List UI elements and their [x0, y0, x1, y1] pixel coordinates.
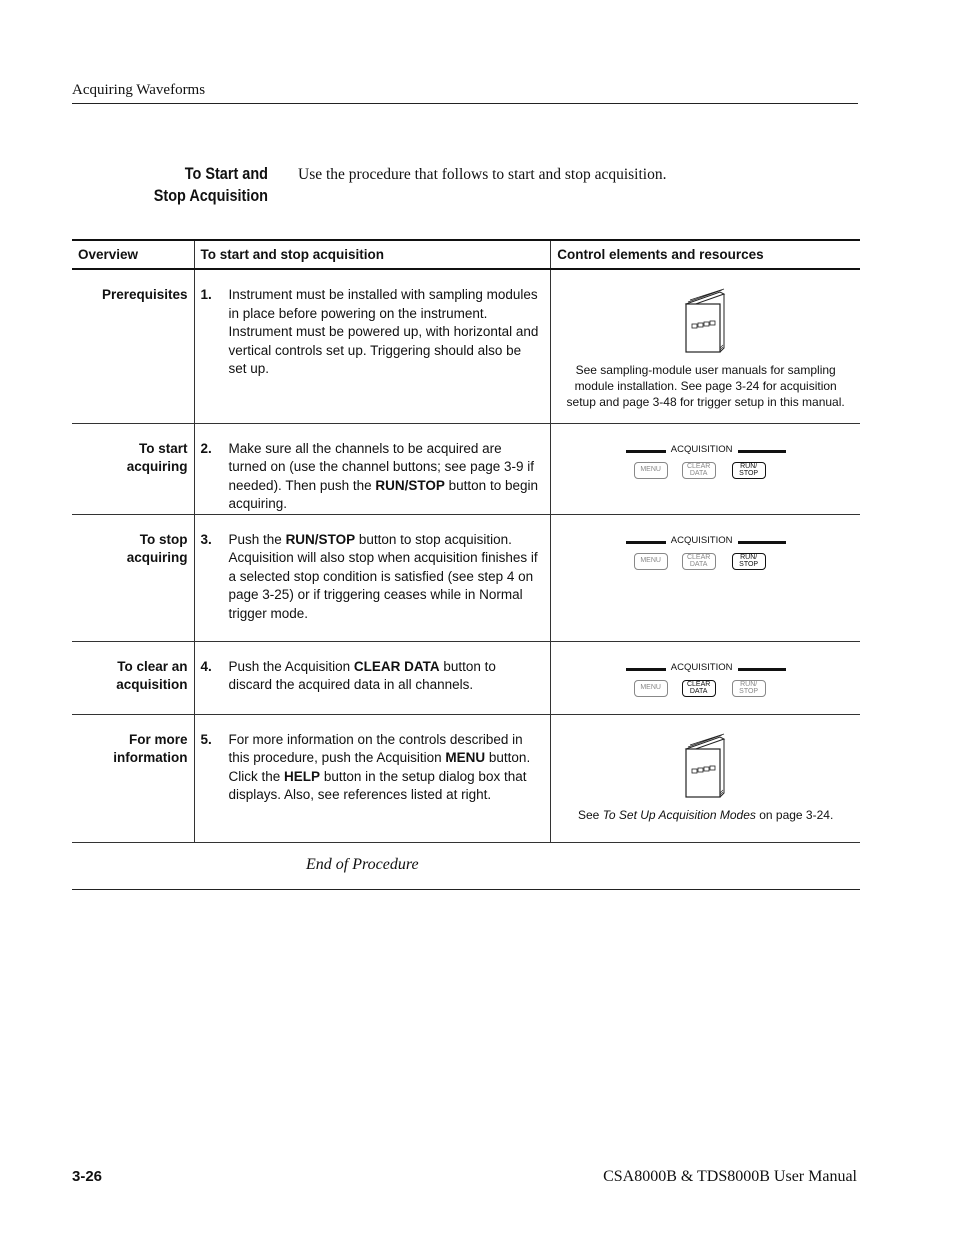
step-text: Push the RUN/STOP button to stop acquisition. Acquisition will also stop when acquisition finishes if a selected stop condition is satisfied (see step 4 on page 3-25) or if triggering ceases while in Normal trigger mode.: [228, 531, 538, 621]
acquisition-panel: [626, 444, 786, 488]
step-number: 1.: [200, 287, 212, 302]
header-rule: [72, 103, 858, 104]
table-row: [72, 514, 860, 641]
running-head: Acquiring Waveforms: [72, 82, 206, 98]
overview-cell: [72, 714, 194, 842]
overview-label: To start: [139, 440, 188, 456]
column-header-procedure: To start and stop acquisition: [194, 240, 551, 269]
menu-button: MENU: [634, 462, 668, 479]
acquisition-label: ACQUISITION: [666, 662, 738, 673]
step-text: Instrument must be installed with sampling modules in place before powering on the instrument. Instrument must be powered up, with horizontal and vertical controls set up. Triggering should also be set up.: [228, 287, 539, 376]
run-stop-button: RUN/ STOP: [732, 462, 766, 479]
acquisition-panel: [626, 535, 786, 579]
overview-label: To stop: [139, 531, 188, 547]
run-stop-button: RUN/ STOP: [732, 680, 766, 697]
section-title: [125, 163, 268, 207]
step-number: 3.: [200, 531, 212, 547]
resource-cell: [551, 714, 860, 842]
resource-cell: [551, 641, 860, 714]
manual-book-icon: [676, 288, 736, 358]
overview-cell: [72, 269, 194, 423]
clear-data-button: CLEAR DATA: [682, 553, 716, 570]
step-cell: [194, 269, 551, 423]
intro-text: Use the procedure that follows to start and stop acquisition.: [298, 166, 667, 183]
acquisition-panel: [626, 662, 786, 706]
overview-label: acquiring: [126, 549, 188, 565]
overview-label: information: [113, 749, 188, 765]
column-header-resources: Control elements and resources: [551, 240, 860, 269]
overview-label: Prerequisites: [101, 287, 188, 302]
resource-cell: [551, 423, 860, 514]
table-row: [72, 714, 860, 842]
page-number: 3-26: [72, 1168, 103, 1185]
table-row: [72, 423, 860, 514]
table-row: [72, 269, 860, 423]
end-rule: [72, 889, 860, 890]
resource-cell: [551, 514, 860, 641]
step-cell: [194, 514, 551, 641]
resource-caption: See To Set Up Acquisition Modes on page 3-24.: [578, 807, 834, 822]
acquisition-label: ACQUISITION: [666, 444, 738, 455]
step-cell: [194, 714, 551, 842]
section-title-line2: Stop Acquisition: [153, 186, 268, 205]
table-row: [72, 641, 860, 714]
resource-cell: [551, 269, 860, 423]
step-cell: [194, 423, 551, 514]
step-text: Push the Acquisition CLEAR DATA button to discard the acquired data in all channels.: [228, 658, 496, 692]
step-text: For more information on the controls described in this procedure, push the Acquisition MENU button. Click the HELP button in the setup dialog box that displays. Also, see references listed at right.: [228, 731, 531, 802]
menu-button: MENU: [634, 680, 668, 697]
overview-label: acquisition: [116, 676, 188, 692]
end-of-procedure: End of Procedure: [306, 856, 419, 873]
overview-cell: [72, 641, 194, 714]
step-number: 2.: [200, 440, 212, 456]
manual-book-icon: [676, 733, 736, 803]
step-number: 4.: [200, 658, 212, 674]
menu-button: MENU: [634, 553, 668, 570]
step-cell: [194, 641, 551, 714]
overview-label: For more: [129, 731, 188, 747]
overview-label: To clear an: [117, 658, 188, 674]
procedure-table: [72, 239, 860, 843]
clear-data-button: CLEAR DATA: [682, 462, 716, 479]
section-title-line1: To Start and: [184, 164, 268, 183]
manual-title: CSA8000B & TDS8000B User Manual: [603, 1168, 857, 1185]
run-stop-button: RUN/ STOP: [732, 553, 766, 570]
overview-cell: [72, 514, 194, 641]
column-header-overview: Overview: [72, 240, 194, 269]
step-number: 5.: [200, 731, 212, 747]
step-text: Make sure all the channels to be acquired are turned on (use the channel buttons; see page 3-9 if needed). Then push the RUN/STOP button to begin acquiring.: [228, 440, 538, 511]
resource-caption: See sampling-module user manuals for sampling module installation. See page 3-24 for acquisition setup and page 3-48 for trigger setup in this manual.: [566, 363, 845, 409]
overview-cell: [72, 423, 194, 514]
table-header-row: [72, 240, 860, 269]
overview-label: acquiring: [126, 458, 188, 474]
clear-data-button: CLEAR DATA: [682, 680, 716, 697]
acquisition-label: ACQUISITION: [666, 535, 738, 546]
